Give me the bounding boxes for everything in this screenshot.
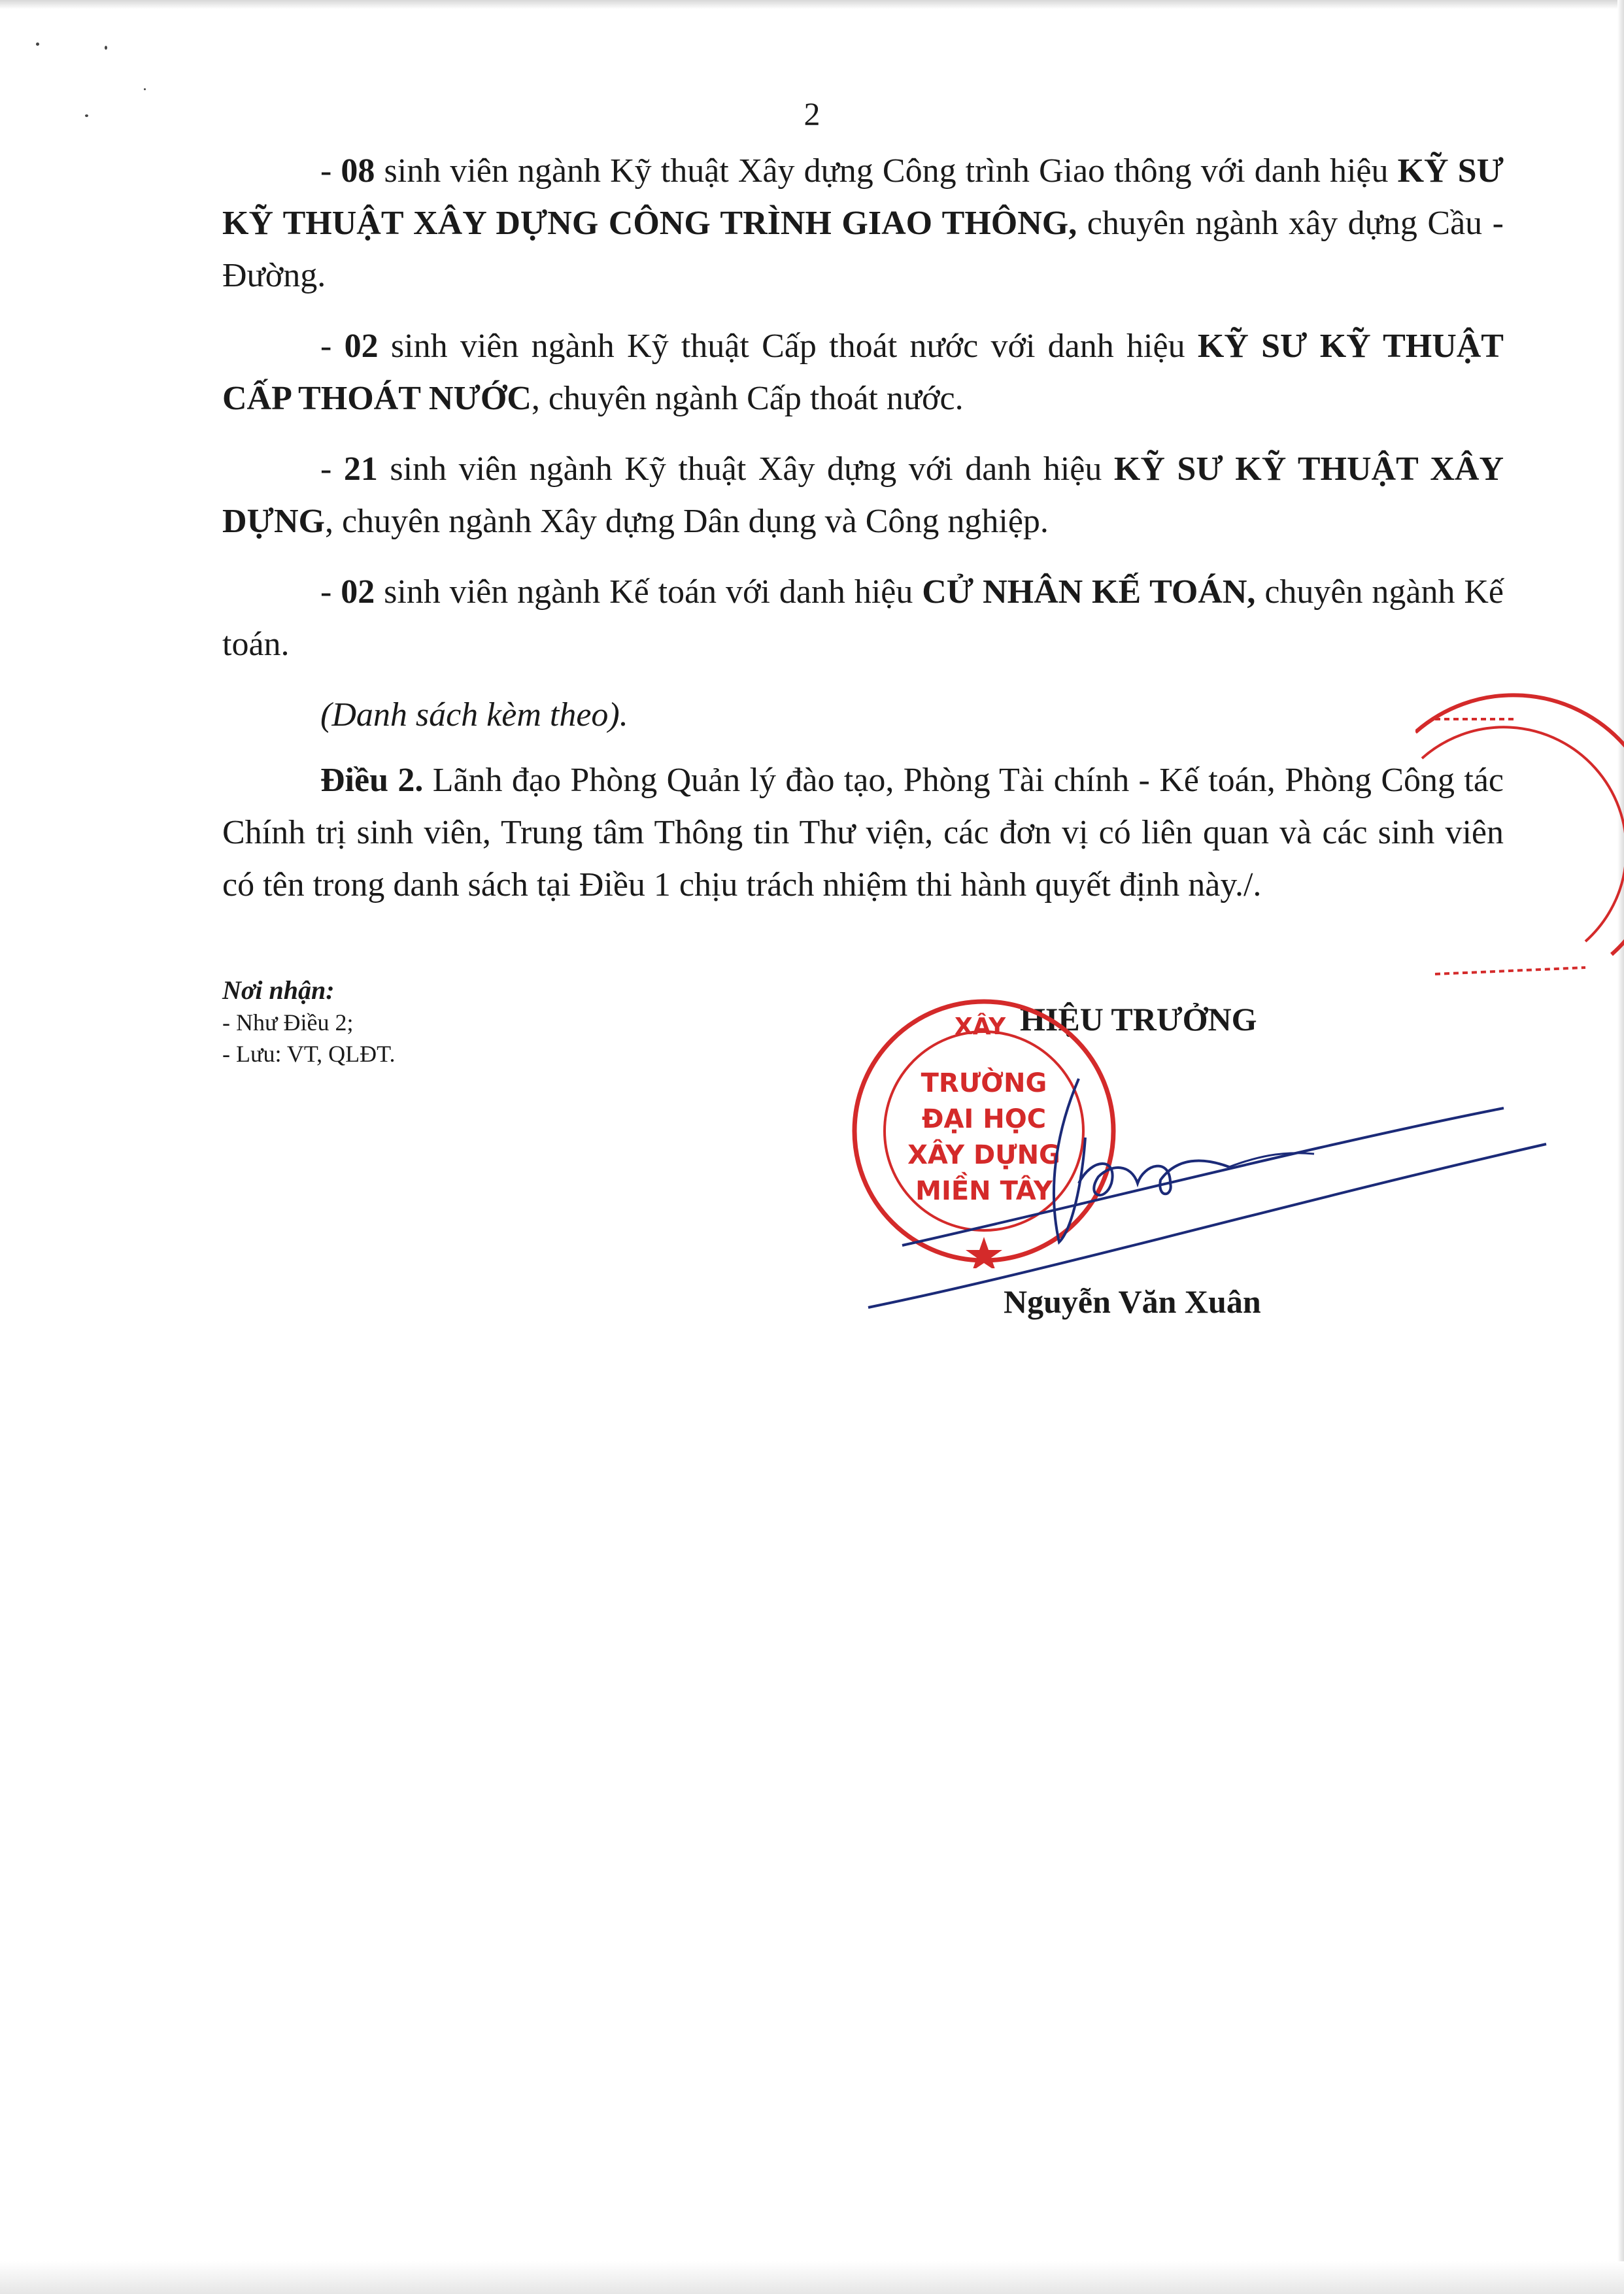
seal-line: XÂY DỰNG (907, 1140, 1060, 1170)
attachment-note: (Danh sách kèm theo). (320, 696, 628, 734)
recipients-block (222, 974, 811, 1070)
text-run: sinh viên ngành Kỹ thuật Xây dựng Công trình Giao thông với danh hiệu (375, 152, 1398, 190)
seal-line: ĐẠI HỌC (921, 1104, 1047, 1134)
scan-speck (105, 46, 107, 50)
page-number: 2 (804, 95, 820, 132)
text-run: sinh viên ngành Kỹ thuật Xây dựng với danh hiệu (377, 450, 1114, 488)
text-run: - (320, 573, 341, 611)
paragraph-accounting (222, 566, 1504, 671)
degree-title: KỸ SƯ KỸ THUẬT XÂY DỰNG (222, 450, 1504, 540)
recipient-item: - Như Điều 2; (222, 1009, 354, 1036)
signer-title: HIỆU TRƯỞNG (1020, 1001, 1257, 1037)
signer-name: Nguyễn Văn Xuân (1004, 1283, 1261, 1320)
seal-line: TRƯỜNG (921, 1068, 1047, 1098)
student-count: 02 (341, 573, 375, 611)
text-run: - (320, 152, 341, 190)
paragraph-water-supply (222, 320, 1504, 425)
degree-title: CỬ NHÂN KẾ TOÁN, (922, 573, 1256, 611)
text-run: chuyên ngành xây dựng Cầu - Đường. (222, 205, 1504, 294)
student-count: 21 (343, 450, 378, 488)
paragraph-construction (222, 443, 1504, 548)
scan-edge-right (1617, 0, 1624, 2294)
signature-icon (863, 1033, 1549, 1314)
text-run: , chuyên ngành Cấp thoát nước. (531, 380, 964, 417)
seal-ring-text: XÂY (955, 1013, 1006, 1040)
student-count: 02 (344, 328, 379, 365)
recipient-item: - Lưu: VT, QLĐT. (222, 1041, 396, 1067)
paragraph-transportation (222, 145, 1504, 302)
scan-speck (144, 88, 146, 90)
seal-line: MIỀN TÂY (915, 1176, 1053, 1206)
degree-title: KỸ SƯ KỸ THUẬT CẤP THOÁT NƯỚC (222, 328, 1504, 417)
text-run: - (320, 450, 344, 488)
article-text: Lãnh đạo Phòng Quản lý đào tạo, Phòng Tài chính - Kế toán, Phòng Công tác Chính trị sinh viên, Trung tâm Thông tin Thư viện, các đơn vị có liên quan và các sinh viên có tên trong danh sách tại Điều 1 chịu trách nhiệm thi hành quyết định này./. (222, 762, 1504, 903)
scan-edge-top (0, 0, 1624, 9)
scan-speck (36, 42, 39, 46)
text-run: sinh viên ngành Kế toán với danh hiệu (375, 573, 922, 611)
scan-edge-bottom (0, 2261, 1624, 2294)
text-run: sinh viên ngành Kỹ thuật Cấp thoát nước với danh hiệu (378, 328, 1198, 365)
text-run: - (320, 328, 345, 365)
text-run: chuyên ngành Kế toán. (222, 573, 1504, 663)
document-body (222, 145, 1504, 930)
text-run: , chuyên ngành Xây dựng Dân dụng và Công nghiệp. (324, 503, 1049, 540)
degree-title: KỸ SƯ KỸ THUẬT XÂY DỰNG CÔNG TRÌNH GIAO THÔNG, (222, 152, 1504, 242)
partial-seal-icon (1415, 693, 1624, 994)
article-2 (222, 754, 1504, 911)
recipients-title: Nơi nhận: (222, 975, 335, 1005)
student-count: 08 (341, 152, 375, 190)
article-label: Điều 2. (320, 762, 424, 799)
